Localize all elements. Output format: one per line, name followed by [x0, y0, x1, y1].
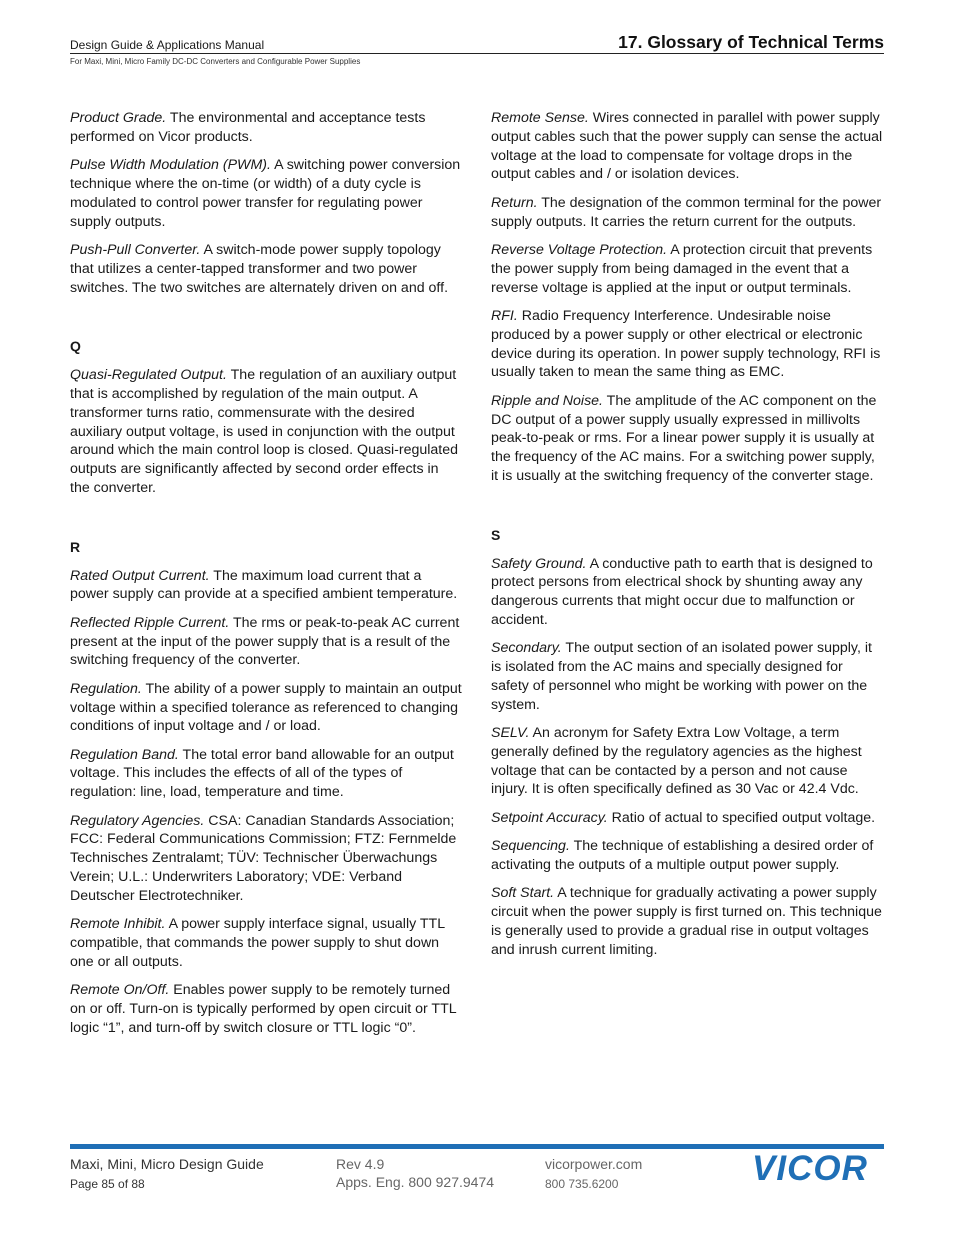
glossary-definition: A switching power conversion technique where the on-time (or width) of a duty cycle is modulated to control power transfer for regulating power supply outputs. — [70, 157, 461, 230]
glossary-term: Regulatory Agencies. — [70, 812, 205, 829]
glossary-term: Reflected Ripple Current. — [70, 614, 230, 631]
glossary-term: Setpoint Accuracy. — [491, 809, 608, 826]
glossary-definition: The regulation of an auxiliary output that is accomplished by regulation of the main output. A transformer turns ratio, commensurate with the desired auxiliary output voltage, is used in conjunction with the output around which the main control loop is closed. Quasi-regulated outputs are significantly affected by second order effects in the converter. — [70, 367, 459, 496]
section-letter-r: R — [70, 538, 81, 555]
glossary-term: Regulation. — [70, 680, 142, 697]
doc-title: Design Guide & Applications Manual — [70, 38, 265, 52]
glossary-entry — [70, 812, 462, 906]
footer-page-number: Page 85 of 88 — [70, 1177, 145, 1191]
glossary-term: Remote On/Off. — [70, 982, 170, 999]
section-letter-q: Q — [70, 338, 81, 355]
glossary-definition: Enables power supply to be remotely turned on or off. Turn-on is typically performed by open circuit or TTL logic “1”, and turn-off by switch closure or TTL logic “0”. — [70, 982, 457, 1036]
glossary-entry — [70, 614, 462, 670]
glossary-term: Push-Pull Converter. — [70, 241, 201, 258]
glossary-entry — [491, 884, 883, 959]
glossary-definition: The amplitude of the AC component on the DC output of a power supply usually expressed in millivolts peak-to-peak or rms. For a linear power supply it is usually at the frequency of the AC mains. For a switching power supply, it is usually at the switching frequency of the converter stage. — [491, 392, 877, 484]
glossary-entry — [491, 307, 883, 382]
glossary-entry — [491, 639, 883, 714]
glossary-term: Return. — [491, 194, 538, 211]
footer-apps-eng: Apps. Eng. 800 927.9474 — [336, 1174, 495, 1190]
glossary-entry — [491, 724, 883, 799]
header-divider — [70, 53, 884, 54]
glossary-definition: The output section of an isolated power supply, it is isolated from the AC mains and specially designed for safety of personnel who might be working with power on the system. — [491, 640, 872, 713]
section-title: 17. Glossary of Technical Terms — [618, 32, 884, 52]
header-left — [70, 38, 360, 66]
footer-revision — [336, 1155, 494, 1191]
glossary-term: Remote Sense. — [491, 110, 589, 126]
glossary-entry — [491, 392, 883, 486]
right-column — [491, 109, 883, 969]
left-column — [70, 109, 462, 1047]
glossary-entry — [70, 567, 462, 605]
glossary-definition: The environmental and acceptance tests performed on Vicor products. — [70, 110, 426, 145]
footer-contact — [545, 1155, 642, 1193]
glossary-definition: CSA: Canadian Standards Association; FCC: Federal Communications Commission; FTZ: Fernmelde Technisches Zentralamt; TÜV: Technischer Überwachungs Verein; U.L.: Underwriters Laboratory; VDE: Verband Deutscher Electrotechniker. — [70, 812, 457, 904]
glossary-definition: Radio Frequency Interference. Undesirable noise produced by a power supply or other electrical or electronic device during its operation. In power supply technology, RFI is usually taken to mean the same thing as EMC. — [491, 307, 881, 381]
glossary-definition: The ability of a power supply to maintain an output voltage within a specified tolerance as referenced to changing conditions of input voltage and / or load. — [70, 680, 462, 735]
glossary-term: Sequencing. — [491, 838, 570, 855]
vicor-logo — [752, 1150, 886, 1184]
glossary-definition: The rms or peak-to-peak AC current present at the input of the power supply that is a result of the switching frequency of the converter. — [70, 614, 460, 669]
footer-guide — [70, 1155, 264, 1193]
footer-website[interactable]: vicorpower.com — [545, 1156, 643, 1172]
glossary-term: Safety Ground. — [491, 555, 587, 572]
glossary-term: Ripple and Noise. — [491, 392, 603, 409]
glossary-entry — [70, 981, 462, 1037]
glossary-term: Reverse Voltage Protection. — [491, 241, 668, 258]
glossary-entry — [491, 241, 883, 297]
glossary-definition: An acronym for Safety Extra Low Voltage, a term generally defined by the regulatory agencies as the highest voltage that can be contacted by a person and not cause injury. It is often specifically defined as 30 Vac or 42.4 Vdc. — [491, 725, 862, 798]
glossary-entry — [491, 194, 883, 232]
glossary-entry — [70, 241, 462, 297]
glossary-entry — [491, 809, 883, 828]
footer-phone: 800 735.6200 — [545, 1177, 619, 1191]
glossary-definition: The maximum load current that a power supply can provide at a specified ambient temperature. — [70, 567, 458, 603]
doc-subtitle: For Maxi, Mini, Micro Family DC-DC Converters and Configurable Power Supplies — [70, 57, 361, 66]
glossary-entry — [70, 746, 462, 802]
glossary-definition: A power supply interface signal, usually TTL compatible, that commands the power supply to shut down one or all outputs. — [70, 916, 445, 970]
glossary-definition: The total error band allowable for an output voltage. This includes the effects of all of the types of regulation: line, load, temperature and time. — [70, 746, 454, 801]
glossary-entry — [491, 555, 883, 630]
glossary-definition: Wires connected in parallel with power supply output cables such that the power supply can sense the actual voltage at the load to compensate for voltage drops in the output cables and / or isolation devices. — [491, 110, 883, 183]
glossary-entry — [70, 915, 462, 971]
footer-rev: Rev 4.9 — [336, 1156, 385, 1172]
glossary-term: SELV. — [491, 725, 530, 742]
glossary-term: Secondary. — [491, 640, 562, 657]
glossary-definition: A technique for gradually activating a power supply circuit when the power supply is first turned on. This technique is generally used to provide a gradual rise in output voltages and inrush current limiting. — [491, 885, 882, 958]
glossary-term: Rated Output Current. — [70, 567, 210, 584]
glossary-entry — [70, 109, 462, 147]
glossary-entry — [70, 680, 462, 736]
glossary-definition: A conductive path to earth that is designed to protect persons from electrical shock by shunting away any dangerous currents that might occur due to malfunction or accident. — [491, 555, 873, 628]
glossary-entry — [70, 366, 462, 498]
glossary-entry — [491, 109, 883, 184]
glossary-definition: A protection circuit that prevents the power supply from being damaged in the event that a reverse voltage is applied at the input or output terminals. — [491, 241, 873, 296]
footer-guide-name: Maxi, Mini, Micro Design Guide — [70, 1156, 264, 1172]
glossary-term: Soft Start. — [491, 885, 555, 902]
section-letter-s: S — [491, 526, 501, 543]
glossary-definition: Ratio of actual to specified output voltage. — [607, 809, 876, 826]
glossary-term: Quasi-Regulated Output. — [70, 367, 227, 384]
glossary-term: RFI. — [491, 307, 518, 324]
glossary-term: Product Grade. — [70, 110, 167, 126]
glossary-entry — [491, 837, 883, 875]
glossary-term: Pulse Width Modulation (PWM). — [70, 157, 271, 174]
svg-text:VICOR: VICOR — [752, 1150, 868, 1184]
glossary-term: Regulation Band. — [70, 746, 179, 763]
glossary-definition: The designation of the common terminal for the power supply outputs. It carries the return current for the outputs. — [491, 194, 882, 230]
glossary-term: Remote Inhibit. — [70, 916, 166, 933]
glossary-definition: The technique of establishing a desired order of activating the outputs of a multiple output power supply. — [491, 838, 874, 874]
glossary-definition: A switch-mode power supply topology that utilizes a center-tapped transformer and two power switches. The two switches are alternately driven on and off. — [70, 241, 449, 296]
glossary-entry — [70, 156, 462, 231]
footer-rule — [70, 1144, 884, 1149]
